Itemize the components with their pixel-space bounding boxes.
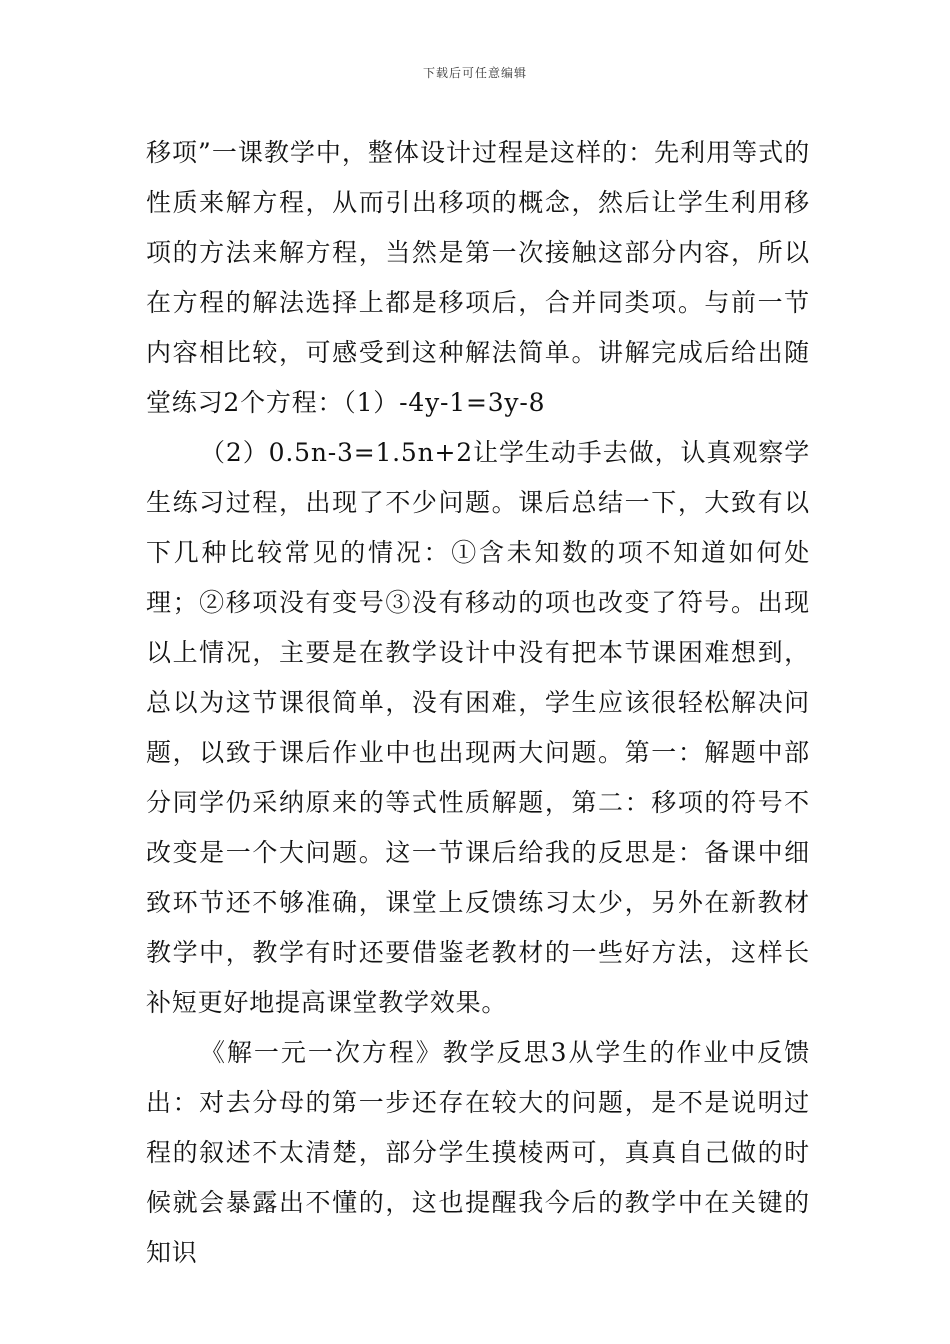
paragraph-3: 《解一元一次方程》教学反思3从学生的作业中反馈出：对去分母的第一步还存在较大的问题，是不是说明过程的叙述不太清楚，部分学生摸棱两可，真真自己做的时候就会暴露出不懂的，这也提醒我今后的教学中在关键的知识 (146, 1038, 810, 1267)
document-body (146, 128, 810, 1278)
paragraph-1: 移项”一课教学中，整体设计过程是这样的：先利用等式的性质来解方程，从而引出移项的概念，然后让学生利用移项的方法来解方程，当然是第一次接触这部分内容，所以在方程的解法选择上都是移项后，合并同类项。与前一节内容相比较，可感受到这种解法简单。讲解完成后给出随堂练习2个方程：（1）-4y-1=3y-8 (146, 138, 810, 417)
page-header: 下载后可任意编辑 (422, 66, 527, 80)
paragraph-2: （2）0.5n-3=1.5n+2让学生动手去做，认真观察学生练习过程，出现了不少问题。课后总结一下，大致有以下几种比较常见的情况：①含未知数的项不知道如何处理；②移项没有变号③没有移动的项也改变了符号。出现以上情况，主要是在教学设计中没有把本节课困难想到，总以为这节课很简单，没有困难，学生应该很轻松解决问题，以致于课后作业中也出现两大问题。第一：解题中部分同学仍采纳原来的等式性质解题，第二：移项的符号不改变是一个大问题。这一节课后给我的反思是：备课中细致环节还不够准确，课堂上反馈练习太少，另外在新教材教学中，教学有时还要借鉴老教材的一些好方法，这样长补短更好地提高课堂教学效果。 (146, 438, 810, 1017)
